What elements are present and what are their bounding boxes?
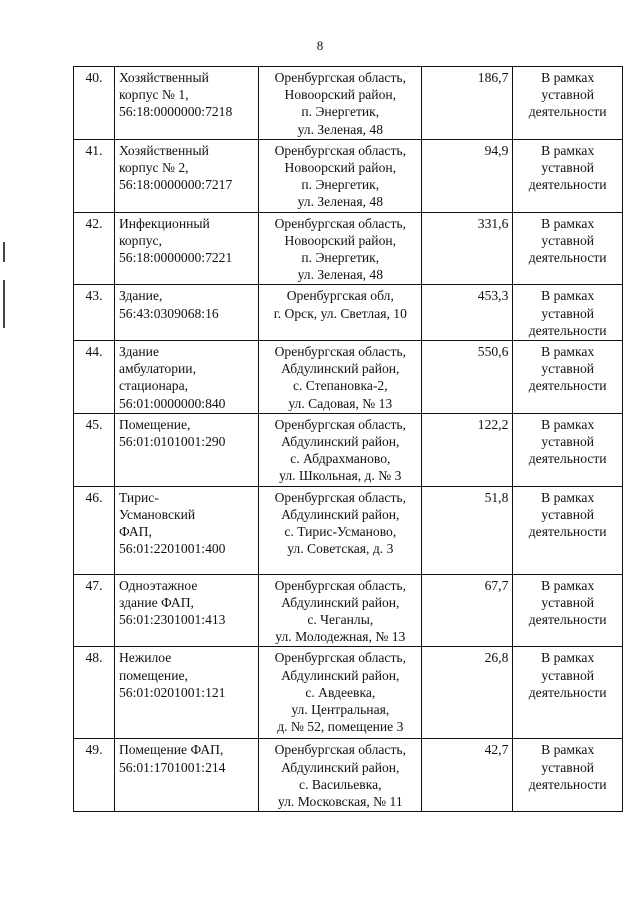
purpose-line: В рамках [541,577,595,593]
purpose-cell [513,139,623,212]
area-value: 331,6 [477,215,509,231]
purpose-line: В рамках [541,489,595,505]
address-line: с. Абдрахманово, [290,451,391,467]
table-row [74,739,623,812]
object-name-cell [114,486,258,574]
object-name-line: Помещение ФАП, [118,742,224,758]
area-value: 186,7 [477,70,509,85]
object-name-cell [114,647,258,739]
purpose-line: уставной [541,232,595,248]
row-number: 44. [85,344,103,360]
purpose-line: уставной [541,506,595,522]
purpose-line: уставной [541,759,595,775]
address-line: с. Авдеевка, [305,684,376,700]
object-name-line: Усмановский [118,506,196,522]
address-line: Новоорский район, [284,87,397,103]
address-line: с. Тирис-Усманово, [284,524,397,540]
purpose-line: В рамках [541,70,595,85]
row-number: 45. [85,416,103,432]
purpose-line: деятельности [528,776,607,792]
address-cell [259,285,422,341]
address-cell [259,486,422,574]
area-cell [422,486,513,574]
area-value: 67,7 [484,577,509,593]
address-line: Оренбургская область, [274,215,406,231]
object-name-line: ФАП, [118,524,152,540]
purpose-cell [513,739,623,812]
object-name-line: Тирис- [118,489,159,505]
area-value: 26,8 [484,650,509,666]
row-number-cell [74,739,115,812]
object-name-line: 56:01:0000000:840 [118,395,226,411]
object-name-line: Инфекционный [118,215,210,231]
row-number-cell [74,647,115,739]
property-table-body [74,67,623,812]
object-name-line: 56:18:0000000:7217 [118,177,233,193]
address-line: п. Энергетик, [301,104,380,120]
purpose-line: уставной [541,305,595,321]
area-value: 51,8 [484,489,509,505]
address-line: Абдулинский район, [281,506,400,522]
object-name-line: Одноэтажное [118,577,198,593]
row-number: 49. [85,742,103,758]
address-cell [259,139,422,212]
address-line: ул. Центральная, [291,702,390,718]
object-name-line: амбулатории, [118,361,196,377]
purpose-cell [513,413,623,486]
area-value: 453,3 [477,288,509,304]
object-name-line: корпус № 2, [118,160,189,176]
property-table [73,66,623,812]
address-line: Оренбургская область, [274,142,406,158]
table-row [74,486,623,574]
address-line: п. Энергетик, [301,177,380,193]
purpose-line: уставной [541,160,595,176]
scan-margin-mark [3,242,5,262]
object-name-line: корпус № 1, [118,87,189,103]
address-line: Оренбургская область, [274,577,406,593]
object-name-line: Здание [118,344,159,360]
row-number: 46. [85,489,103,505]
address-line: Оренбургская область, [274,70,406,85]
row-number-cell [74,413,115,486]
address-line: п. Энергетик, [301,250,380,266]
table-row [74,139,623,212]
purpose-cell [513,67,623,140]
address-line: Абдулинский район, [281,361,400,377]
purpose-line: деятельности [528,612,607,628]
address-line: Оренбургская область, [274,344,406,360]
address-line: с. Чеганлы, [307,612,374,628]
area-value: 550,6 [477,344,509,360]
area-cell [422,285,513,341]
row-number-cell [74,139,115,212]
area-value: 122,2 [477,416,509,432]
object-name-line: здание ФАП, [118,594,194,610]
address-line: Оренбургская обл, [286,288,394,304]
purpose-line: В рамках [541,650,595,666]
object-name-cell [114,285,258,341]
purpose-cell [513,285,623,341]
object-name-line: 56:01:2201001:400 [118,541,226,557]
address-line: Абдулинский район, [281,594,400,610]
address-line: Оренбургская область, [274,416,406,432]
table-row [74,67,623,140]
object-name-line: стационара, [118,378,189,394]
object-name-line: Помещение, [118,416,191,432]
address-line: Оренбургская область, [274,742,406,758]
address-line: ул. Зеленая, 48 [297,194,383,210]
address-line: ул. Молодежная, № 13 [275,629,406,645]
purpose-line: В рамках [541,288,595,304]
purpose-line: деятельности [528,177,607,193]
area-cell [422,739,513,812]
purpose-cell [513,212,623,285]
object-name-line: Нежилое [118,650,172,666]
table-row [74,285,623,341]
table-row [74,647,623,739]
address-line: ул. Садовая, № 13 [288,395,393,411]
object-name-line: 56:01:0201001:121 [118,684,226,700]
address-line: д. № 52, помещение 3 [277,719,404,735]
object-name-cell [114,139,258,212]
address-cell [259,739,422,812]
address-line: с. Степановка-2, [292,378,388,394]
purpose-line: деятельности [528,104,607,120]
row-number-cell [74,341,115,414]
area-value: 94,9 [484,142,509,158]
purpose-line: уставной [541,667,595,683]
area-cell [422,341,513,414]
object-name-line: 56:18:0000000:7221 [118,250,233,266]
purpose-line: деятельности [528,451,607,467]
row-number-cell [74,67,115,140]
purpose-cell [513,574,623,647]
address-line: Новоорский район, [284,160,397,176]
purpose-line: В рамках [541,215,595,231]
area-cell [422,647,513,739]
table-row [74,413,623,486]
purpose-line: уставной [541,594,595,610]
object-name-line: 56:01:1701001:214 [118,759,226,775]
purpose-line: уставной [541,87,595,103]
object-name-cell [114,413,258,486]
area-cell [422,574,513,647]
table-row [74,341,623,414]
address-line: Оренбургская область, [274,489,406,505]
area-cell [422,413,513,486]
row-number-cell [74,486,115,574]
area-value: 42,7 [484,742,509,758]
purpose-line: деятельности [528,524,607,540]
object-name-line: Хозяйственный [118,142,209,158]
object-name-line: корпус, [118,232,162,248]
row-number-cell [74,285,115,341]
address-cell [259,67,422,140]
page-number: 8 [316,38,324,53]
object-name-line: 56:01:2301001:413 [118,612,226,628]
address-line: Новоорский район, [284,232,397,248]
purpose-line: деятельности [528,322,607,338]
address-cell [259,212,422,285]
object-name-line: Хозяйственный [118,70,209,85]
purpose-line: В рамках [541,742,595,758]
address-line: Абдулинский район, [281,759,400,775]
table-row [74,574,623,647]
purpose-line: деятельности [528,684,607,700]
purpose-cell [513,486,623,574]
object-name-cell [114,67,258,140]
address-cell [259,574,422,647]
area-cell [422,212,513,285]
purpose-cell [513,341,623,414]
purpose-line: В рамках [541,344,595,360]
scan-margin-mark [3,280,5,328]
address-line: ул. Советская, д. 3 [287,541,394,557]
address-cell [259,413,422,486]
object-name-line: Здание, [118,288,163,304]
address-line: с. Васильевка, [299,776,382,792]
table-row [74,212,623,285]
row-number: 41. [85,142,103,158]
address-line: Абдулинский район, [281,434,400,450]
object-name-line: 56:01:0101001:290 [118,434,226,450]
purpose-line: уставной [541,361,595,377]
row-number: 42. [85,215,103,231]
purpose-line: деятельности [528,378,607,394]
address-line: Оренбургская область, [274,650,406,666]
object-name-cell [114,212,258,285]
object-name-cell [114,739,258,812]
area-cell [422,67,513,140]
object-name-line: 56:43:0309068:16 [118,305,219,321]
object-name-line: помещение, [118,667,188,683]
address-cell [259,647,422,739]
purpose-cell [513,647,623,739]
row-number-cell [74,574,115,647]
purpose-line: уставной [541,434,595,450]
object-name-cell [114,341,258,414]
address-line: ул. Зеленая, 48 [297,267,383,283]
address-cell [259,341,422,414]
area-cell [422,139,513,212]
purpose-line: деятельности [528,250,607,266]
object-name-cell [114,574,258,647]
purpose-line: В рамках [541,416,595,432]
object-name-line: 56:18:0000000:7218 [118,104,233,120]
purpose-line: В рамках [541,142,595,158]
row-number: 48. [85,650,103,666]
address-line: ул. Московская, № 11 [277,794,403,810]
row-number: 43. [85,288,103,304]
address-line: ул. Школьная, д. № 3 [279,468,402,484]
row-number-cell [74,212,115,285]
address-line: ул. Зеленая, 48 [297,121,383,137]
address-line: Абдулинский район, [281,667,400,683]
address-line: г. Орск, ул. Светлая, 10 [273,305,407,321]
row-number: 40. [85,70,103,85]
row-number: 47. [85,577,103,593]
